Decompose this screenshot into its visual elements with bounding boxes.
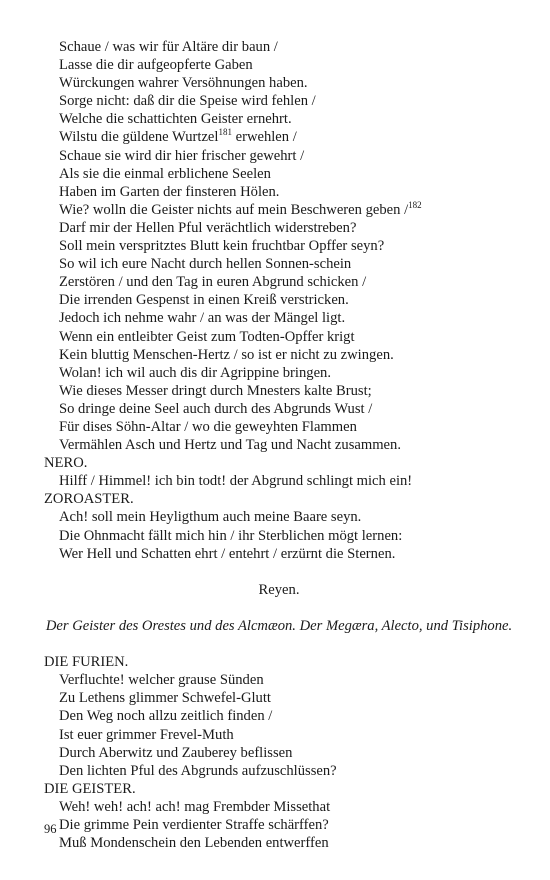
verse-line: Die grimme Pein verdienter Straffe schärffen? [59,817,329,834]
verse-line: Für dises Söhn-Altar / wo die geweyhten Flammen [59,418,357,435]
verse-line: Kein bluttig Menschen-Hertz / so ist er nicht zu zwingen. [59,346,394,363]
verse-line: So wil ich eure Nacht durch hellen Sonnen-schein [59,256,352,273]
verse-line: Schaue / was wir für Altäre dir baun / [59,39,278,55]
verse-line: Durch Aberwitz und Zauberey beflissen [59,744,293,761]
verse-line: Sorge nicht: daß dir die Speise wird fehlen / [59,93,316,110]
verse-line: Würckungen wahrer Versöhnungen haben. [59,75,308,92]
verse-line: Verfluchte! welcher grause Sünden [59,672,264,689]
verse-line: Zu Lethens glimmer Schwefel-Glutt [59,690,271,707]
verse-line: Als sie die einmal erblichene Seelen [59,165,271,182]
footnote-marker[interactable]: 182 [408,199,422,210]
spacer [44,563,514,581]
verse-line: Weh! weh! ach! ach! mag Frembder Missethat [59,798,331,815]
verse-text-part: Wilstu die güldene Wurtzel [59,129,219,146]
speaker-name: NERO. [44,455,88,472]
spacer [44,635,514,653]
verse-line: Wolan! ich wil auch dis dir Agrippine bringen. [59,364,331,381]
verse-line: Wie dieses Messer dringt durch Mnesters kalte Brust; [59,382,372,399]
section-heading: Reyen. [258,581,300,598]
verse-line: Muß Mondenschein den Lebenden entwerffen [59,835,329,852]
verse-line: Ach! soll mein Heyligthum auch meine Baare seyn. [59,509,362,526]
verse-line: Haben im Garten der finsteren Hölen. [59,183,280,200]
section-subheading: Der Geister des Orestes und des Alcmæon. Der Megæra, Alecto, und Tisiphone. [45,618,513,634]
speaker-name: ZOROASTER. [44,491,134,508]
verse-text-part: Wie? wolln die Geister nichts auf mein Beschweren geben / [59,201,409,218]
verse-line: Ist euer grimmer Frevel-Muth [59,726,234,743]
spacer [44,599,514,617]
verse-text [44,38,514,852]
page-number: 96 [44,822,57,836]
footnote-marker[interactable]: 181 [218,127,232,138]
verse-line: Den lichten Pful des Abgrunds aufzuschlüssen? [59,762,337,779]
verse-line: Darf mir der Hellen Pful verächtlich widerstreben? [59,219,357,236]
speaker-name: DIE FURIEN. [44,654,129,671]
speaker-name: DIE GEISTER. [44,780,136,797]
verse-line: Lasse die dir aufgeopferte Gaben [59,57,253,74]
verse-line: Die irrenden Gespenst in einen Kreiß verstricken. [59,292,349,309]
verse-line: Welche die schattichten Geister ernehrt. [59,111,292,128]
verse-line: So dringe deine Seel auch durch des Abgrunds Wust / [59,400,373,417]
verse-line: Vermählen Asch und Hertz und Tag und Nacht zusammen. [59,437,401,454]
verse-text-part: erwehlen / [231,129,297,146]
verse-line: Zerstören / und den Tag in euren Abgrund schicken / [59,274,367,291]
verse-line: Den Weg noch allzu zeitlich finden / [59,708,273,725]
verse-line: Soll mein verspritztes Blutt kein fruchtbar Opffer seyn? [59,238,385,255]
verse-line: Schaue sie wird dir hier frischer gewehrt / [59,147,305,164]
verse-line: Jedoch ich nehme wahr / an was der Mängel ligt. [59,310,346,327]
verse-line: Wer Hell und Schatten ehrt / entehrt / erzürnt die Sternen. [59,545,396,562]
verse-line: Die Ohnmacht fällt mich hin / ihr Sterblichen mögt lernen: [59,527,403,544]
verse-line-with-footnote [44,128,514,146]
verse-line: Hilff / Himmel! ich bin todt! der Abgrund schlingt mich ein! [59,473,413,490]
verse-line: Wenn ein entleibter Geist zum Todten-Opffer krigt [59,328,355,345]
verse-line-with-footnote [44,201,514,219]
